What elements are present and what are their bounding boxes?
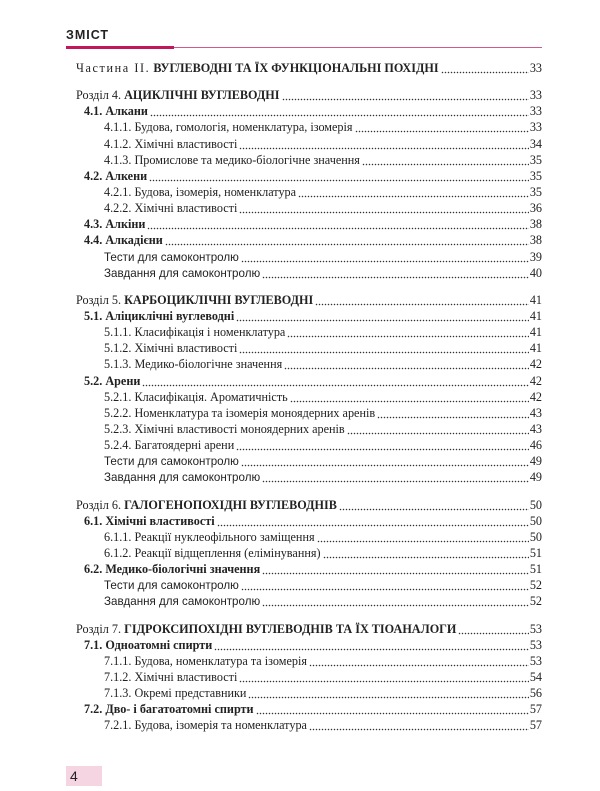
dot-leader: [287, 324, 528, 340]
toc-subsection-row[interactable]: [76, 373, 542, 389]
page-ref: 38: [529, 217, 542, 232]
toc-item-row[interactable]: [76, 389, 542, 405]
entry-text: 7.1. Одноатомні спирти: [84, 637, 213, 652]
entry-text: 7.2.1. Будова, ізомерія та номенклатура: [104, 718, 307, 733]
dot-leader: [239, 136, 528, 152]
toc-sections: [76, 76, 542, 733]
dot-leader: [309, 653, 529, 669]
toc-section-row[interactable]: [76, 292, 542, 308]
dot-leader: [239, 669, 528, 685]
page-ref: 42: [529, 373, 542, 388]
page-ref: 33: [529, 104, 542, 119]
page-ref: 43: [529, 405, 542, 420]
entry-text: 4.4. Алкадієни: [84, 233, 163, 248]
part-prefix: Частина II.: [76, 61, 151, 75]
page-ref: 50: [529, 529, 542, 544]
dot-leader: [165, 232, 529, 248]
entry-text: Завдання для самоконтролю: [104, 266, 261, 280]
dot-leader: [339, 497, 529, 513]
dot-leader: [262, 265, 529, 281]
dot-leader: [262, 561, 529, 577]
toc-exercise-row[interactable]: [76, 577, 542, 593]
page-ref: 41: [529, 292, 542, 307]
dot-leader: [323, 545, 529, 561]
entry-text: Завдання для самоконтролю: [104, 595, 261, 609]
dot-leader: [458, 621, 528, 637]
entry-text: 5.2.2. Номенклатура та ізомерія моноядерних аренів: [104, 405, 376, 420]
toc-item-row[interactable]: [76, 136, 542, 152]
page-ref: 35: [529, 184, 542, 199]
section-title: ГІДРОКСИПОХІДНІ ВУГЛЕВОДНІВ ТА ЇХ ТІОАНАЛОГИ: [124, 621, 457, 636]
section-gap: [76, 610, 542, 621]
entry-text: 4.1.1. Будова, гомологія, номенклатура, ізомерія: [104, 120, 353, 135]
page-ref: 53: [529, 621, 542, 636]
dot-leader: [147, 216, 528, 232]
page-ref: 50: [529, 513, 542, 528]
toc-subsection-row[interactable]: [76, 168, 542, 184]
toc-item-row[interactable]: [76, 653, 542, 669]
section-prefix: Розділ 5.: [76, 292, 122, 307]
page-ref: 33: [529, 88, 542, 103]
section-prefix: Розділ 4.: [76, 88, 122, 103]
toc-subsection-row[interactable]: [76, 103, 542, 119]
dot-leader: [309, 717, 529, 733]
page-ref: 53: [529, 637, 542, 652]
toc-item-row[interactable]: [76, 421, 542, 437]
dot-leader: [248, 685, 528, 701]
dot-leader: [236, 437, 529, 453]
page-ref: 57: [529, 718, 542, 733]
toc-subsection-row[interactable]: [76, 637, 542, 653]
page-ref: 42: [529, 357, 542, 372]
entry-text: 5.1. Аліциклічні вуглеводні: [84, 308, 235, 323]
dot-leader: [355, 119, 529, 135]
toc-item-row[interactable]: [76, 669, 542, 685]
section-gap: [76, 281, 542, 292]
toc-subsection-row[interactable]: [76, 561, 542, 577]
table-of-contents: [76, 60, 542, 733]
toc-heading: ЗМІСТ: [66, 28, 110, 42]
page-ref: 53: [529, 653, 542, 668]
page-ref: 33: [529, 120, 542, 135]
toc-subsection-row[interactable]: [76, 308, 542, 324]
dot-leader: [317, 529, 529, 545]
page-ref: 38: [529, 233, 542, 248]
page-ref: 49: [529, 470, 542, 485]
entry-text: 7.2. Дво- і багатоатомні спирти: [84, 702, 254, 717]
toc-exercise-row[interactable]: [76, 249, 542, 265]
entry-text: 7.1.2. Хімічні властивості: [104, 669, 238, 684]
toc-item-row[interactable]: [76, 545, 542, 561]
toc-item-row[interactable]: [76, 356, 542, 372]
toc-exercise-row[interactable]: [76, 593, 542, 609]
toc-section-row[interactable]: [76, 87, 542, 103]
page-ref: 41: [529, 308, 542, 323]
page-ref: 39: [529, 249, 542, 264]
dot-leader: [298, 184, 529, 200]
entry-text: 6.1.1. Реакції нуклеофільного заміщення: [104, 529, 315, 544]
section-title: АЦИКЛІЧНІ ВУГЛЕВОДНІ: [124, 88, 280, 103]
dot-leader: [256, 701, 529, 717]
dot-leader: [441, 60, 529, 76]
page-ref: 35: [529, 168, 542, 183]
entry-text: Тести для самоконтролю: [104, 250, 239, 264]
entry-text: Завдання для самоконтролю: [104, 471, 261, 485]
entry-text: 4.1.3. Промислове та медико-біологічне значення: [104, 152, 360, 167]
page-ref: 50: [529, 497, 542, 512]
entry-text: 7.1.1. Будова, номенклатура та ізомерія: [104, 653, 307, 668]
page-ref: 40: [529, 265, 542, 280]
toc-subsection-row[interactable]: [76, 232, 542, 248]
dot-leader: [347, 421, 529, 437]
entry-text: Тести для самоконтролю: [104, 455, 239, 469]
entry-text: 5.1.3. Медико-біологічне значення: [104, 357, 283, 372]
toc-subsection-row[interactable]: [76, 216, 542, 232]
toc-section-row[interactable]: [76, 497, 542, 513]
toc-exercise-row[interactable]: [76, 265, 542, 281]
toc-subsection-row[interactable]: [76, 701, 542, 717]
dot-leader: [239, 340, 528, 356]
toc-exercise-row[interactable]: [76, 469, 542, 485]
entry-text: 4.1.2. Хімічні властивості: [104, 136, 238, 151]
dot-leader: [262, 469, 529, 485]
dot-leader: [217, 513, 529, 529]
page-ref: 49: [529, 454, 542, 469]
section-gap: [76, 486, 542, 497]
dot-leader: [236, 308, 529, 324]
dot-leader: [241, 577, 529, 593]
entry-text: 6.1.2. Реакції відщеплення (елімінування): [104, 545, 321, 560]
entry-text: 4.2.2. Хімічні властивості: [104, 201, 238, 216]
page-ref: 46: [529, 438, 542, 453]
dot-leader: [282, 87, 529, 103]
page-ref: 51: [529, 562, 542, 577]
toc-item-row[interactable]: [76, 184, 542, 200]
dot-leader: [239, 200, 528, 216]
toc-item-row[interactable]: [76, 152, 542, 168]
section-title: КАРБОЦИКЛІЧНІ ВУГЛЕВОДНІ: [124, 292, 314, 307]
toc-item-row[interactable]: [76, 340, 542, 356]
entry-text: 5.2.1. Класифікація. Ароматичність: [104, 389, 288, 404]
dot-leader: [362, 152, 529, 168]
page-ref: 52: [529, 578, 542, 593]
page-ref: 41: [529, 341, 542, 356]
dot-leader: [262, 593, 529, 609]
part-title: ВУГЛЕВОДНІ ТА ЇХ ФУНКЦІОНАЛЬНІ ПОХІДНІ: [153, 61, 439, 75]
dot-leader: [214, 637, 529, 653]
page-ref: 52: [529, 594, 542, 609]
entry-text: 4.2.1. Будова, ізомерія, номенклатура: [104, 184, 297, 199]
toc-part-row[interactable]: [76, 60, 542, 76]
entry-text: 5.2. Арени: [84, 373, 141, 388]
page-number-badge: 4: [66, 766, 102, 786]
dot-leader: [377, 405, 529, 421]
toc-subsection-row[interactable]: [76, 513, 542, 529]
toc-item-row[interactable]: [76, 437, 542, 453]
dot-leader: [284, 356, 529, 372]
dot-leader: [149, 168, 529, 184]
entry-text: 6.2. Медико-біологічні значення: [84, 562, 261, 577]
toc-item-row[interactable]: [76, 200, 542, 216]
toc-section-row[interactable]: [76, 621, 542, 637]
entry-text: 4.3. Алкіни: [84, 217, 146, 232]
dot-leader: [315, 292, 529, 308]
entry-text: 7.1.3. Окремі представники: [104, 686, 247, 701]
toc-exercise-row[interactable]: [76, 453, 542, 469]
toc-item-row[interactable]: [76, 529, 542, 545]
page-ref: 43: [529, 421, 542, 436]
page-ref: 35: [529, 152, 542, 167]
dot-leader: [290, 389, 529, 405]
page-ref: 36: [529, 201, 542, 216]
header-thin-rule: [174, 47, 542, 48]
toc-item-row[interactable]: [76, 119, 542, 135]
page-ref: 54: [529, 669, 542, 684]
dot-leader: [241, 249, 529, 265]
entry-text: 6.1. Хімічні властивості: [84, 513, 215, 528]
entry-text: 4.2. Алкени: [84, 168, 148, 183]
entry-text: 5.2.4. Багатоядерні арени: [104, 438, 235, 453]
section-prefix: Розділ 6.: [76, 497, 122, 512]
entry-text: 5.2.3. Хімічні властивості моноядерних аренів: [104, 421, 345, 436]
toc-item-row[interactable]: [76, 324, 542, 340]
page-ref: 42: [529, 389, 542, 404]
section-gap: [76, 76, 542, 87]
header-accent-rule: [66, 46, 174, 49]
dot-leader: [150, 103, 529, 119]
entry-text: 5.1.2. Хімічні властивості: [104, 341, 238, 356]
toc-item-row[interactable]: [76, 685, 542, 701]
page-ref: 33: [529, 61, 542, 75]
page-ref: 34: [529, 136, 542, 151]
page-ref: 51: [529, 545, 542, 560]
dot-leader: [142, 373, 528, 389]
page-ref: 57: [529, 702, 542, 717]
section-title: ГАЛОГЕНОПОХІДНІ ВУГЛЕВОДНІВ: [124, 497, 337, 512]
page-ref: 41: [529, 325, 542, 340]
toc-item-row[interactable]: [76, 405, 542, 421]
toc-item-row[interactable]: [76, 717, 542, 733]
entry-text: 5.1.1. Класифікація і номенклатура: [104, 325, 286, 340]
entry-text: Тести для самоконтролю: [104, 579, 239, 593]
page-ref: 56: [529, 686, 542, 701]
entry-text: 4.1. Алкани: [84, 104, 148, 119]
dot-leader: [241, 453, 529, 469]
section-prefix: Розділ 7.: [76, 621, 122, 636]
